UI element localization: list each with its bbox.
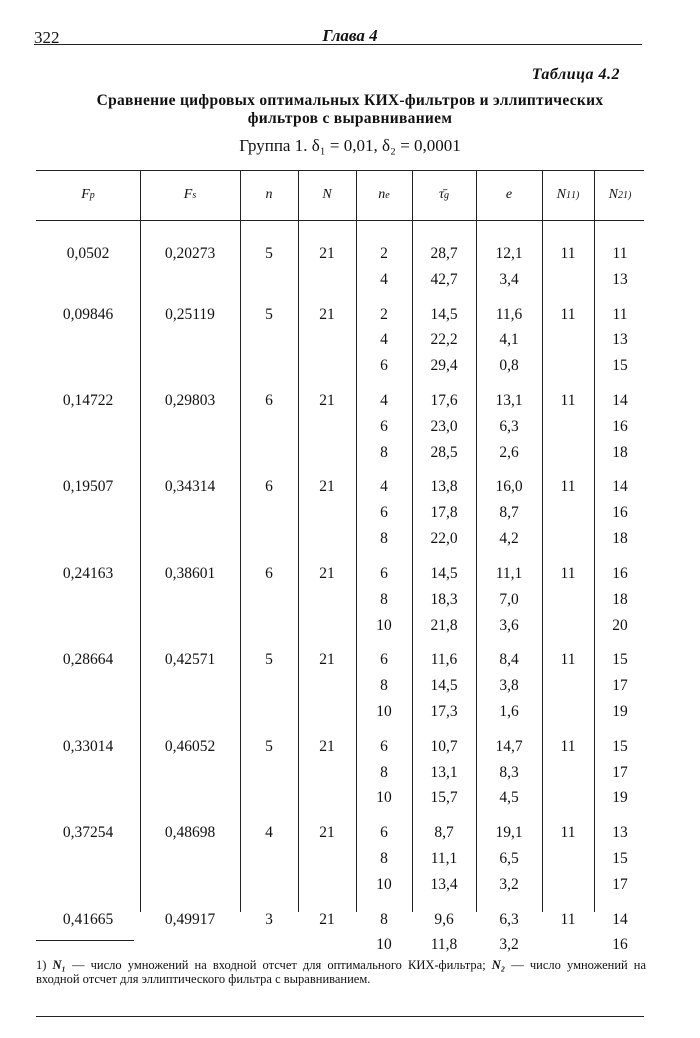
cell-e: 2,6: [499, 444, 519, 461]
cell-tau-g: 17,3: [430, 703, 458, 720]
cell-fp: 0,19507: [62, 478, 114, 495]
cell-n2: 16: [612, 418, 628, 435]
cell-tau-g: 14,5: [430, 565, 458, 582]
cell-N: 21: [319, 738, 335, 755]
cell-ne: 8: [380, 677, 388, 694]
cell-N: 21: [319, 824, 335, 841]
cell-ne: 6: [380, 504, 388, 521]
cell-e: 3,6: [499, 617, 519, 634]
header-tau-g: τ̄ g: [438, 187, 449, 202]
cell-tau-g: 29,4: [430, 357, 458, 374]
cell-tau-g: 22,2: [430, 331, 458, 348]
cell-e: 3,2: [499, 876, 519, 893]
cell-fp: 0,0502: [66, 245, 110, 262]
cell-n: 5: [265, 738, 273, 755]
cell-ne: 8: [380, 591, 388, 608]
cell-ne: 4: [380, 271, 388, 288]
cell-n1: 11: [560, 565, 576, 582]
cell-tau-g: 13,1: [430, 764, 458, 781]
cell-tau-g: 28,7: [430, 245, 458, 262]
cell-n2: 11: [612, 245, 628, 262]
cell-n2: 15: [612, 738, 628, 755]
column-divider: [140, 170, 141, 912]
cell-n2: 19: [612, 789, 628, 806]
cell-ne: 6: [380, 824, 388, 841]
cell-N: 21: [319, 478, 335, 495]
chapter-title: Глава 4: [322, 26, 378, 45]
cell-n1: 11: [560, 911, 576, 928]
cell-e: 4,2: [499, 530, 519, 547]
cell-fs: 0,46052: [164, 738, 216, 755]
cell-fs: 0,29803: [164, 392, 216, 409]
cell-ne: 6: [380, 418, 388, 435]
cell-tau-g: 14,5: [430, 306, 458, 323]
header-n: n: [265, 187, 273, 202]
footnote-n2-text: — число умножений на входной отсчет для эллиптического фильтра с выравниванием.: [36, 958, 647, 986]
cell-tau-g: 13,8: [430, 478, 458, 495]
cell-tau-g: 11,1: [430, 850, 458, 867]
cell-fp: 0,37254: [62, 824, 114, 841]
footnote-n2-symbol: N₂: [491, 958, 506, 972]
cell-ne: 6: [380, 738, 388, 755]
caption-line-2: фильтров с выравниванием: [247, 110, 453, 127]
cell-fs: 0,42571: [164, 651, 216, 668]
cell-fs: 0,49917: [164, 911, 216, 928]
cell-n2: 16: [612, 936, 628, 953]
header-rule: [34, 44, 642, 45]
cell-ne: 2: [380, 245, 388, 262]
cell-tau-g: 28,5: [430, 444, 458, 461]
cell-n: 6: [265, 565, 273, 582]
cell-n2: 18: [612, 444, 628, 461]
cell-n: 3: [265, 911, 273, 928]
cell-n2: 17: [612, 876, 628, 893]
page-bottom-rule: [36, 1016, 644, 1017]
cell-tau-g: 15,7: [430, 789, 458, 806]
cell-n2: 16: [612, 504, 628, 521]
cell-fp: 0,41665: [62, 911, 114, 928]
cell-n2: 15: [612, 651, 628, 668]
cell-fs: 0,48698: [164, 824, 216, 841]
footnote: [36, 958, 646, 986]
cell-e: 6,3: [499, 418, 519, 435]
footnote-marker: 1): [36, 958, 47, 972]
cell-e: 11,6: [495, 306, 523, 323]
cell-ne: 8: [380, 911, 388, 928]
cell-n2: 18: [612, 530, 628, 547]
header-fp: F p: [81, 187, 95, 202]
footnote-n1-text: — число умножений на входной отсчет для оптимального КИХ-фильтра;: [72, 958, 486, 972]
cell-fs: 0,34314: [164, 478, 216, 495]
cell-ne: 10: [376, 789, 392, 806]
cell-e: 6,5: [499, 850, 519, 867]
cell-n2: 15: [612, 357, 628, 374]
cell-n: 5: [265, 245, 273, 262]
cell-n2: 11: [612, 306, 628, 323]
cell-ne: 10: [376, 936, 392, 953]
cell-e: 6,3: [499, 911, 519, 928]
caption-line-1: Сравнение цифровых оптимальных КИХ-фильтров и эллиптических: [96, 92, 604, 109]
cell-tau-g: 8,7: [434, 824, 454, 841]
cell-fs: 0,20273: [164, 245, 216, 262]
column-divider: [298, 170, 299, 912]
header-N: N: [322, 187, 332, 202]
cell-ne: 8: [380, 850, 388, 867]
cell-e: 0,8: [499, 357, 519, 374]
cell-n1: 11: [560, 738, 576, 755]
cell-n2: 14: [612, 392, 628, 409]
cell-n: 6: [265, 392, 273, 409]
cell-n2: 14: [612, 911, 628, 928]
cell-e: 3,4: [499, 271, 519, 288]
cell-tau-g: 17,8: [430, 504, 458, 521]
cell-n: 5: [265, 306, 273, 323]
cell-fp: 0,33014: [62, 738, 114, 755]
cell-n1: 11: [560, 478, 576, 495]
cell-ne: 10: [376, 876, 392, 893]
cell-ne: 6: [380, 357, 388, 374]
cell-tau-g: 14,5: [430, 677, 458, 694]
cell-tau-g: 22,0: [430, 530, 458, 547]
cell-n: 6: [265, 478, 273, 495]
cell-ne: 4: [380, 331, 388, 348]
cell-n1: 11: [560, 651, 576, 668]
cell-e: 4,5: [499, 789, 519, 806]
cell-n1: 11: [560, 306, 576, 323]
cell-n2: 13: [612, 331, 628, 348]
header-n2: N 2 1): [608, 187, 632, 202]
cell-ne: 4: [380, 392, 388, 409]
cell-e: 4,1: [499, 331, 519, 348]
cell-ne: 8: [380, 764, 388, 781]
column-divider: [542, 170, 543, 912]
cell-e: 12,1: [495, 245, 523, 262]
cell-N: 21: [319, 306, 335, 323]
cell-ne: 2: [380, 306, 388, 323]
cell-ne: 4: [380, 478, 388, 495]
cell-e: 3,2: [499, 936, 519, 953]
header-ne: n e: [378, 187, 390, 202]
cell-tau-g: 42,7: [430, 271, 458, 288]
cell-fs: 0,38601: [164, 565, 216, 582]
cell-n2: 20: [612, 617, 628, 634]
cell-ne: 8: [380, 530, 388, 547]
cell-N: 21: [319, 565, 335, 582]
cell-n2: 13: [612, 824, 628, 841]
cell-e: 8,4: [499, 651, 519, 668]
cell-n1: 11: [560, 245, 576, 262]
cell-ne: 10: [376, 703, 392, 720]
table-label: Таблица 4.2: [531, 66, 620, 83]
cell-e: 16,0: [495, 478, 523, 495]
cell-n2: 17: [612, 677, 628, 694]
cell-N: 21: [319, 911, 335, 928]
footnote-n1-symbol: N₁: [52, 958, 66, 972]
cell-e: 13,1: [495, 392, 523, 409]
cell-fp: 0,09846: [62, 306, 114, 323]
cell-ne: 6: [380, 565, 388, 582]
column-divider: [240, 170, 241, 912]
cell-n2: 15: [612, 850, 628, 867]
cell-tau-g: 17,6: [430, 392, 458, 409]
cell-N: 21: [319, 392, 335, 409]
cell-tau-g: 18,3: [430, 591, 458, 608]
cell-n2: 18: [612, 591, 628, 608]
cell-n2: 13: [612, 271, 628, 288]
cell-e: 14,7: [495, 738, 523, 755]
cell-ne: 10: [376, 617, 392, 634]
header-n1: N 1 1): [556, 187, 580, 202]
cell-tau-g: 23,0: [430, 418, 458, 435]
cell-n2: 14: [612, 478, 628, 495]
cell-e: 3,8: [499, 677, 519, 694]
cell-fp: 0,14722: [62, 392, 114, 409]
group-label: Группа 1. δ₁ = 0,01, δ₂ = 0,0001: [239, 136, 461, 155]
cell-ne: 6: [380, 651, 388, 668]
cell-tau-g: 13,4: [430, 876, 458, 893]
cell-tau-g: 10,7: [430, 738, 458, 755]
header-fs: F s: [183, 187, 197, 202]
table-header-rule: [36, 220, 644, 221]
cell-e: 8,7: [499, 504, 519, 521]
cell-e: 8,3: [499, 764, 519, 781]
header-e: e: [505, 187, 513, 202]
cell-n2: 17: [612, 764, 628, 781]
table-caption: [0, 92, 700, 128]
cell-e: 1,6: [499, 703, 519, 720]
cell-n1: 11: [560, 392, 576, 409]
cell-tau-g: 11,6: [430, 651, 458, 668]
cell-N: 21: [319, 651, 335, 668]
footnote-rule: [36, 940, 134, 941]
cell-ne: 8: [380, 444, 388, 461]
cell-N: 21: [319, 245, 335, 262]
cell-e: 11,1: [495, 565, 523, 582]
cell-n: 5: [265, 651, 273, 668]
cell-tau-g: 21,8: [430, 617, 458, 634]
cell-n2: 19: [612, 703, 628, 720]
cell-e: 19,1: [495, 824, 523, 841]
cell-tau-g: 9,6: [434, 911, 454, 928]
cell-fp: 0,28664: [62, 651, 114, 668]
cell-n1: 11: [560, 824, 576, 841]
cell-tau-g: 11,8: [430, 936, 458, 953]
cell-n: 4: [265, 824, 273, 841]
page-number: 322: [34, 28, 60, 47]
cell-fp: 0,24163: [62, 565, 114, 582]
cell-fs: 0,25119: [165, 306, 215, 323]
cell-n2: 16: [612, 565, 628, 582]
cell-e: 7,0: [499, 591, 519, 608]
